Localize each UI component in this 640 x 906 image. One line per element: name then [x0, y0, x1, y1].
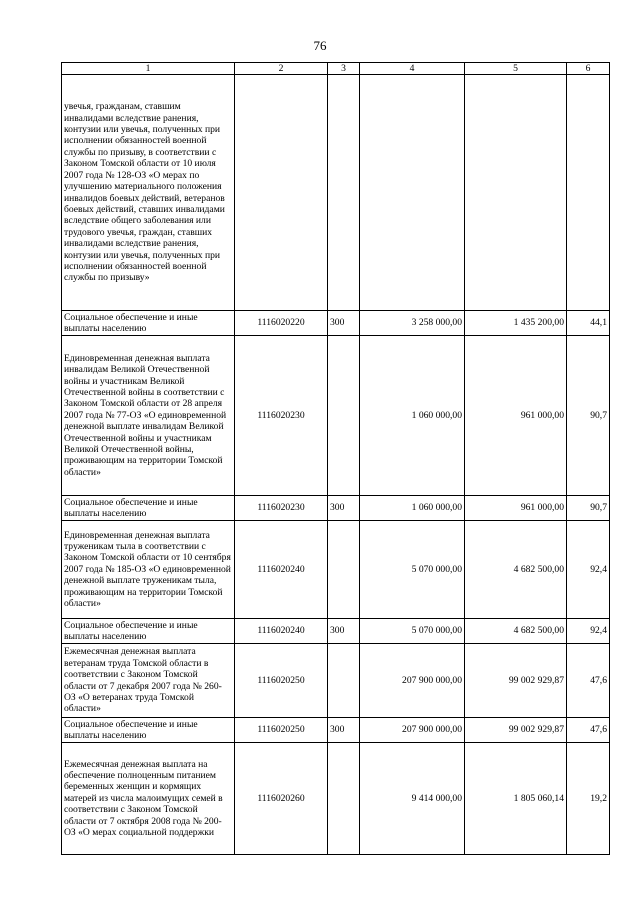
table-row — [62, 496, 610, 521]
row-fact: 4 682 500,00 — [465, 521, 567, 619]
row-plan: 1 060 000,00 — [360, 336, 465, 496]
table-row — [62, 521, 610, 619]
row-percent: 44,1 — [567, 311, 610, 336]
header-col-6: 6 — [567, 63, 610, 75]
row-name: увечья, гражданам, ставшим инвалидами вследствие ранения, контузии или увечья, полученных при исполнении обязанностей военной службы по призыву, в соответствии с Законом Томской области от 10 июля 2007 года № 128-ОЗ «О мерах по улучшению материального положения инвалидов боевых действий, ветеранов боевых действий, ставших инвалидами вследствие общего заболевания или трудового увечья, граждан, ставших инвалидами вследствие ранения, контузии или увечья, полученных при исполнении обязанностей военной службы по призыву» — [62, 75, 235, 311]
table-row — [62, 718, 610, 743]
header-col-5: 5 — [465, 63, 567, 75]
row-fact: 1 435 200,00 — [465, 311, 567, 336]
row-code: 1116020260 — [235, 743, 328, 855]
row-code: 1116020230 — [235, 336, 328, 496]
table-row — [62, 75, 610, 311]
row-code: 1116020230 — [235, 496, 328, 521]
row-name: Социальное обеспечение и иные выплаты населению — [62, 718, 235, 743]
row-fact: 4 682 500,00 — [465, 619, 567, 644]
row-percent: 90,7 — [567, 496, 610, 521]
table-row — [62, 311, 610, 336]
row-name: Ежемесячная денежная выплата на обеспечение полноценным питанием беременных женщин и кормящих матерей из числа малоимущих семей в соответствии с Законом Томской области от 7 октября 2008 года № 200-ОЗ «О мерах социальной поддержки — [62, 743, 235, 855]
row-fact: 99 002 929,87 — [465, 718, 567, 743]
row-code: 1116020250 — [235, 644, 328, 718]
header-col-1: 1 — [62, 63, 235, 75]
row-expense-type: 300 — [328, 619, 360, 644]
row-fact: 961 000,00 — [465, 496, 567, 521]
table-row — [62, 644, 610, 718]
row-expense-type — [328, 521, 360, 619]
row-name: Социальное обеспечение и иные выплаты населению — [62, 496, 235, 521]
row-name: Ежемесячная денежная выплата ветеранам труда Томской области в соответствии с Законом Томской области от 7 декабря 2007 года № 260-ОЗ «О ветеранах труда Томской области» — [62, 644, 235, 718]
row-percent: 19,2 — [567, 743, 610, 855]
header-col-4: 4 — [360, 63, 465, 75]
row-plan — [360, 75, 465, 311]
row-plan: 3 258 000,00 — [360, 311, 465, 336]
row-percent: 92,4 — [567, 619, 610, 644]
row-percent: 90,7 — [567, 336, 610, 496]
row-plan: 5 070 000,00 — [360, 619, 465, 644]
row-plan: 5 070 000,00 — [360, 521, 465, 619]
header-col-2: 2 — [235, 63, 328, 75]
row-name: Социальное обеспечение и иные выплаты населению — [62, 311, 235, 336]
row-code: 1116020240 — [235, 619, 328, 644]
row-plan: 207 900 000,00 — [360, 718, 465, 743]
row-expense-type — [328, 644, 360, 718]
table-row — [62, 743, 610, 855]
page-number: 76 — [313, 38, 327, 53]
row-fact: 99 002 929,87 — [465, 644, 567, 718]
row-percent: 47,6 — [567, 718, 610, 743]
row-expense-type: 300 — [328, 718, 360, 743]
row-code: 1116020240 — [235, 521, 328, 619]
row-code — [235, 75, 328, 311]
row-plan: 207 900 000,00 — [360, 644, 465, 718]
row-expense-type: 300 — [328, 311, 360, 336]
row-percent — [567, 75, 610, 311]
row-name: Единовременная денежная выплата инвалидам Великой Отечественной войны и участникам Великой Отечественной войны в соответствии с Законом Томской области от 28 апреля 2007 года № 77-ОЗ «О единовременной денежной выплате инвалидам Великой Отечественной войны и участникам Великой Отечественной войны, проживающим на территории Томской области» — [62, 336, 235, 496]
header-col-3: 3 — [328, 63, 360, 75]
row-fact: 1 805 060,14 — [465, 743, 567, 855]
row-expense-type — [328, 336, 360, 496]
row-percent: 47,6 — [567, 644, 610, 718]
budget-table — [61, 62, 610, 855]
row-expense-type — [328, 743, 360, 855]
row-expense-type — [328, 75, 360, 311]
row-name: Социальное обеспечение и иные выплаты населению — [62, 619, 235, 644]
table-row — [62, 336, 610, 496]
row-percent: 92,4 — [567, 521, 610, 619]
header-row — [62, 63, 610, 75]
row-code: 1116020220 — [235, 311, 328, 336]
row-plan: 1 060 000,00 — [360, 496, 465, 521]
row-plan: 9 414 000,00 — [360, 743, 465, 855]
table-row — [62, 619, 610, 644]
row-code: 1116020250 — [235, 718, 328, 743]
row-fact — [465, 75, 567, 311]
row-fact: 961 000,00 — [465, 336, 567, 496]
row-name: Единовременная денежная выплата труженикам тыла в соответствии с Законом Томской области от 10 сентября 2007 года № 185-ОЗ «О единовременной денежной выплате труженикам тыла, проживающим на территории Томской области» — [62, 521, 235, 619]
row-expense-type: 300 — [328, 496, 360, 521]
